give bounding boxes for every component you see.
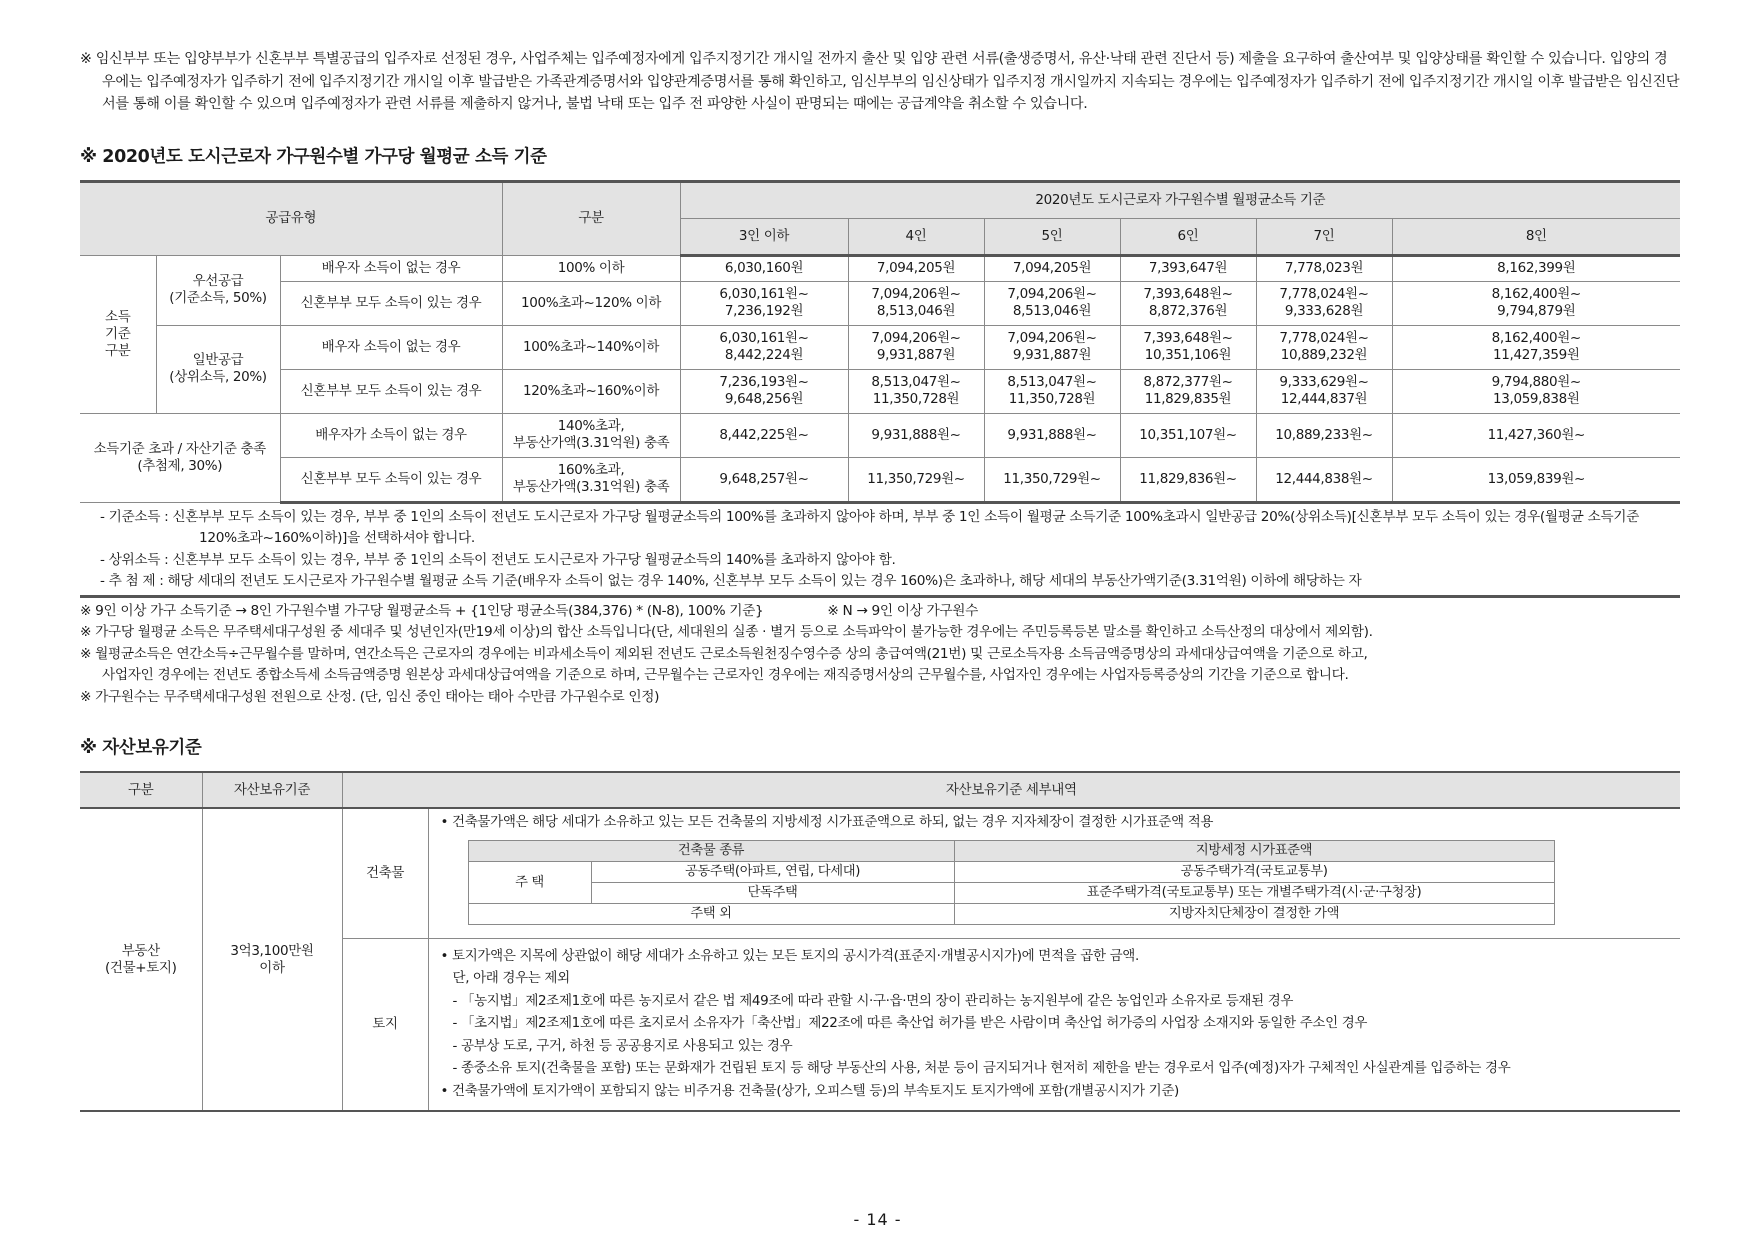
land-line: - 종중소유 토지(건축물을 포함) 또는 문화재가 건립된 토지 등 해당 부동산의 사용, 처분 등이 금지되거나 현저히 제한을 받는 경우로서 입주(예정)자가 구체적인 사실관계를 입증하는 경우 [452, 1060, 1511, 1076]
inner-detached-value: 표준주택가격(국토교통부) 또는 개별주택가격(시·군·구청장) [954, 882, 1554, 903]
case-cell: 신혼부부 모두 소득이 있는 경우 [280, 281, 502, 325]
value-cell: 8,513,047원~ 11,350,728원 [984, 369, 1120, 413]
inner-header-type: 건축물 종류 [468, 840, 954, 861]
division-cell: 100%초과~140%이하 [502, 325, 680, 369]
income-standard-table [80, 180, 1680, 504]
land-line: - 공부상 도로, 구거, 하천 등 공공용지로 사용되고 있는 경우 [452, 1037, 793, 1054]
table-row [468, 861, 1554, 882]
table-row [80, 808, 1680, 938]
table-row [80, 325, 1680, 369]
page [80, 48, 1680, 1112]
value-cell: 7,094,205원 [984, 255, 1120, 281]
value-cell: 9,931,888원~ [848, 413, 984, 457]
value-cell: 8,162,399원 [1392, 255, 1680, 281]
header-supply-type: 공급유형 [80, 181, 502, 255]
page-number: - 14 - [853, 1210, 902, 1229]
value-cell: 11,829,836원~ [1120, 457, 1256, 502]
inner-apartment-value: 공동주택가격(국토교통부) [954, 861, 1554, 882]
case-cell: 신혼부부 모두 소득이 있는 경우 [280, 457, 502, 502]
value-cell: 10,351,107원~ [1120, 413, 1256, 457]
land-line: • 건축물가액에 토지가액이 포함되지 않는 비주거용 건축물(상가, 오피스텔 등)의 부속토지도 토지가액에 포함(개별공시지가 기준) [440, 1082, 1179, 1099]
case-cell: 배우자가 소득이 없는 경우 [280, 413, 502, 457]
asset-standard-table [80, 771, 1680, 1112]
building-detail [428, 808, 1680, 938]
value-cell: 8,872,377원~ 11,829,835원 [1120, 369, 1256, 413]
asset-section-title: ※ 자산보유기준 [80, 738, 202, 758]
value-cell: 9,648,257원~ [680, 457, 848, 502]
inner-header-value: 지방세정 시가표준액 [954, 840, 1554, 861]
note-standard-income: - 기준소득 : 신혼부부 모두 소득이 있는 경우, 부부 중 1인의 소득이 전년도 도시근로자 가구당 월평균소득의 100%를 초과하지 않아야 하며, 부부 중 1인 소득이 월평균 소득기준 100%초과시 일반공급 20%(상위소득)[신혼부부 모두 소득이 있는 경우(월평균 소득기준 120%초과~160%이하)]을 선택하셔야 합니다. [100, 508, 1639, 546]
asset-header-division: 구분 [80, 772, 202, 808]
note-upper-income: - 상위소득 : 신혼부부 모두 소득이 있는 경우, 부부 중 1인의 소득이 전년도 도시근로자 가구당 월평균소득의 140%를 초과하지 않아야 함. [100, 551, 896, 568]
inner-non-housing-value: 지방자치단체장이 결정한 가액 [954, 903, 1554, 924]
land-line: 단, 아래 경우는 제외 [452, 970, 570, 986]
value-cell: 6,030,160원 [680, 255, 848, 281]
asset-header-detail: 자산보유기준 세부내역 [342, 772, 1680, 808]
asset-category: 부동산 (건물+토지) [80, 808, 202, 1111]
inner-housing: 주 택 [468, 861, 591, 903]
header-members-5: 5인 [984, 218, 1120, 255]
income-section-title: ※ 2020년도 도시근로자 가구원수별 가구당 월평균 소득 기준 [80, 146, 547, 167]
value-cell: 11,350,729원~ [984, 457, 1120, 502]
case-cell: 신혼부부 모두 소득이 있는 경우 [280, 369, 502, 413]
note-9-members [80, 601, 1680, 623]
asset-header-standard: 자산보유기준 [202, 772, 342, 808]
inner-apartment: 공동주택(아파트, 연립, 다세대) [591, 861, 954, 882]
table-row [80, 369, 1680, 413]
value-cell: 7,094,206원~ 8,513,046원 [848, 281, 984, 325]
header-members-7: 7인 [1256, 218, 1392, 255]
table-row [80, 413, 1680, 457]
building-bullet: • 건축물가액은 해당 세대가 소유하고 있는 모든 건축물의 지방세정 시가표준액으로 하되, 없는 경우 지자체장이 결정한 시가표준액 적용 [440, 814, 1214, 830]
value-cell: 7,094,206원~ 9,931,887원 [848, 325, 984, 369]
value-cell: 7,778,024원~ 9,333,628원 [1256, 281, 1392, 325]
value-cell: 7,236,193원~ 9,648,256원 [680, 369, 848, 413]
value-cell: 9,333,629원~ 12,444,837원 [1256, 369, 1392, 413]
note-household-income: ※ 가구당 월평균 소득은 무주택세대구성원 중 세대주 및 성년인자(만19세 이상)의 합산 소득입니다(단, 세대원의 실종 · 별거 등으로 소득파악이 불가능한 경우에는 주민등록등본 말소를 확인하고 소득산정의 대상에서 제외함). [80, 624, 1373, 640]
land-line: • 토지가액은 지목에 상관없이 해당 세대가 소유하고 있는 모든 토지의 공시가격(표준지·개별공시지가)에 면적을 곱한 금액. [440, 947, 1139, 964]
group-income-standard: 소득 기준 구분 [80, 255, 156, 413]
building-label: 건축물 [342, 808, 428, 938]
table-row [80, 281, 1680, 325]
value-cell: 7,778,023원 [1256, 255, 1392, 281]
value-cell: 8,513,047원~ 11,350,728원 [848, 369, 984, 413]
value-cell: 10,889,233원~ [1256, 413, 1392, 457]
value-cell: 6,030,161원~ 8,442,224원 [680, 325, 848, 369]
value-cell: 12,444,838원~ [1256, 457, 1392, 502]
note-lottery: - 추 첨 제 : 해당 세대의 전년도 도시근로자 가구원수별 월평균 소득 기준(배우자 소득이 없는 경우 140%, 신혼부부 모두 소득이 있는 경우 160%)은 초과하나, 해당 세대의 부동산가액기준(3.31억원) 이하에 해당하는 자 [100, 573, 1362, 589]
value-cell: 8,442,225원~ [680, 413, 848, 457]
header-members-4: 4인 [848, 218, 984, 255]
value-cell: 11,350,729원~ [848, 457, 984, 502]
value-cell: 7,393,648원~ 10,351,106원 [1120, 325, 1256, 369]
inner-detached: 단독주택 [591, 882, 954, 903]
case-cell: 배우자 소득이 없는 경우 [280, 325, 502, 369]
land-line: - 「농지법」제2조제1호에 따른 농지로서 같은 법 제49조에 따라 관할 시·구·읍·면의 장이 관리하는 농지원부에 같은 농업인과 소유자로 등재된 경우 [452, 992, 1294, 1009]
table-row [468, 882, 1554, 903]
value-cell: 13,059,839원~ [1392, 457, 1680, 502]
value-cell: 6,030,161원~ 7,236,192원 [680, 281, 848, 325]
group-priority-supply: 우선공급 (기준소득, 50%) [156, 255, 280, 325]
value-cell: 7,094,206원~ 8,513,046원 [984, 281, 1120, 325]
table-row [80, 255, 1680, 281]
income-definitions [80, 507, 1680, 598]
header-members-6: 6인 [1120, 218, 1256, 255]
intro-note: ※ 임신부부 또는 입양부부가 신혼부부 특별공급의 입주자로 선정된 경우, 사업주체는 입주예정자에게 입주지정기간 개시일 전까지 출산 및 입양 관련 서류(출생증명서, 유산·낙태 관련 진단서 등) 제출을 요구하여 출산여부 및 입양상태를 확인할 수 있습니다. 입양의 경우에는 입주예정자가 입주하기 전에 입주지정기간 개시일 이후 발급받은 가족관계증명서와 입양관계증명서를 통해 확인하고, 임신부부의 임신상태가 입주지정 개시일까지 지속되는 경우에는 입주예정자가 입주하기 전에 입주지정기간 개시일 이후 발급받은 임신진단서를 통해 이를 확인할 수 있으며 입주예정자가 관련 서류를 제출하지 않거나, 불법 낙태 또는 입주 전 파양한 사실이 판명되는 때에는 공급계약을 취소할 수 있습니다. [80, 51, 1680, 112]
division-cell: 160%초과, 부동산가액(3.31억원) 충족 [502, 457, 680, 502]
note-n-definition: ※ N → 9인 이상 가구원수 [827, 602, 978, 619]
income-notes [80, 601, 1680, 709]
note-monthly-income-a: ※ 월평균소득은 연간소득÷근무월수를 말하며, 연간소득은 근로자의 경우에는 비과세소득이 제외된 전년도 근로소득원천징수영수증 상의 총급여액(21번) 및 근로소득자용 소득금액증명상의 과세대상급여액을 기준으로 하고, [80, 645, 1368, 662]
inner-non-housing: 주택 외 [468, 903, 954, 924]
value-cell: 7,094,205원 [848, 255, 984, 281]
division-cell: 120%초과~160%이하 [502, 369, 680, 413]
division-cell: 100% 이하 [502, 255, 680, 281]
land-label: 토지 [342, 938, 428, 1111]
header-members-8: 8인 [1392, 218, 1680, 255]
value-cell: 7,094,206원~ 9,931,887원 [984, 325, 1120, 369]
land-line: - 「초지법」제2조제1호에 따른 초지로서 소유자가「축산법」제22조에 따른 축산업 허가를 받은 사람이며 축산업 허가증의 사업장 소재지와 동일한 주소인 경우 [452, 1015, 1368, 1031]
table-row [468, 903, 1554, 924]
value-cell: 8,162,400원~ 9,794,879원 [1392, 281, 1680, 325]
asset-limit: 3억3,100만원 이하 [202, 808, 342, 1111]
case-cell: 배우자 소득이 없는 경우 [280, 255, 502, 281]
header-members-3: 3인 이하 [680, 218, 848, 255]
header-income-group: 2020년도 도시근로자 가구원수별 월평균소득 기준 [680, 181, 1680, 218]
building-type-table [468, 840, 1555, 925]
value-cell: 7,778,024원~ 10,889,232원 [1256, 325, 1392, 369]
value-cell: 8,162,400원~ 11,427,359원 [1392, 325, 1680, 369]
value-cell: 11,427,360원~ [1392, 413, 1680, 457]
group-general-supply: 일반공급 (상위소득, 20%) [156, 325, 280, 413]
division-cell: 140%초과, 부동산가액(3.31억원) 충족 [502, 413, 680, 457]
note-monthly-income-b: 사업자인 경우에는 전년도 종합소득세 소득금액증명 원본상 과세대상급여액을 기준으로 하며, 근무월수는 근로자인 경우에는 재직증명서상의 근무월수를, 사업자인 경우에는 사업자등록증상의 기간을 기준으로 합니다. [102, 667, 1349, 683]
note-household-members: ※ 가구원수는 무주택세대구성원 전원으로 산정. (단, 임신 중인 태아는 태아 수만큼 가구원수로 인정) [80, 688, 660, 705]
note-9-members-formula: ※ 9인 이상 가구 소득기준 → 8인 가구원수별 가구당 월평균소득 + {1인당 평균소득(384,376) * (N-8), 100% 기준} [80, 602, 764, 619]
table-row [80, 457, 1680, 502]
header-division: 구분 [502, 181, 680, 255]
value-cell: 9,794,880원~ 13,059,838원 [1392, 369, 1680, 413]
value-cell: 7,393,647원 [1120, 255, 1256, 281]
land-detail [428, 938, 1680, 1111]
group-lottery: 소득기준 초과 / 자산기준 충족 (추첨제, 30%) [80, 413, 280, 502]
division-cell: 100%초과~120% 이하 [502, 281, 680, 325]
value-cell: 7,393,648원~ 8,872,376원 [1120, 281, 1256, 325]
value-cell: 9,931,888원~ [984, 413, 1120, 457]
